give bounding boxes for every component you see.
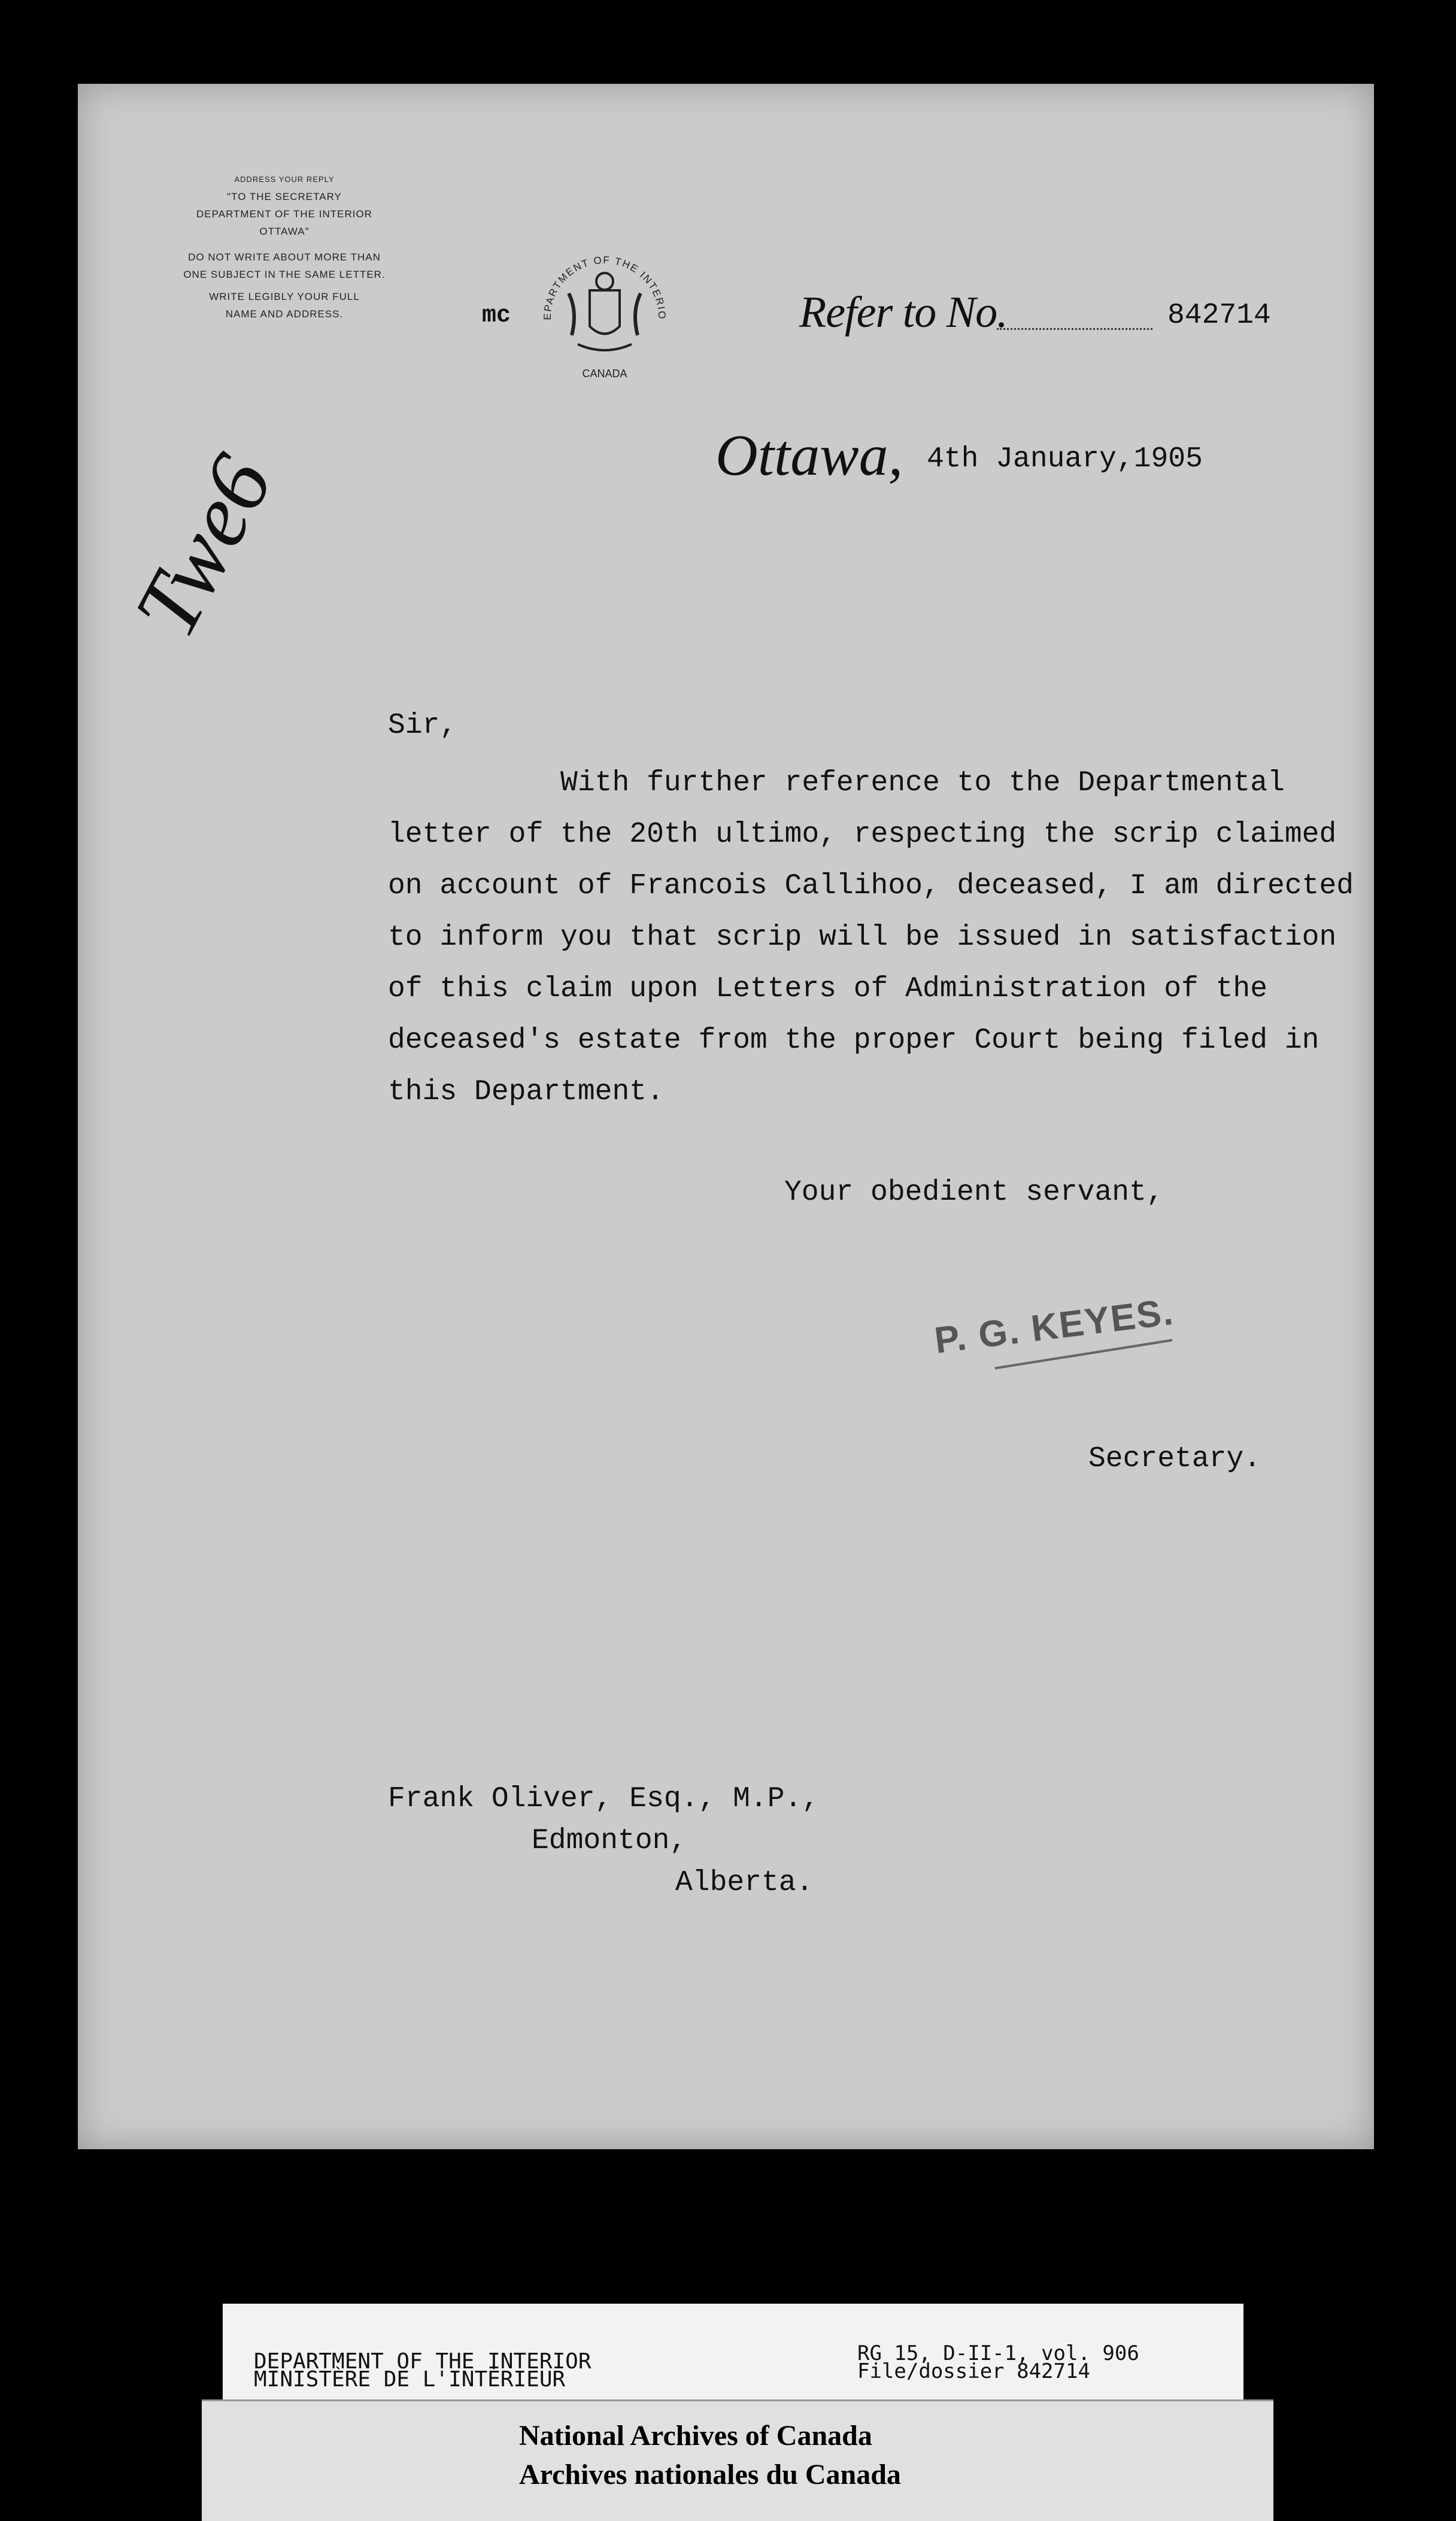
closing: Your obedient servant,	[784, 1176, 1164, 1209]
letter-body	[388, 757, 1354, 1118]
archive-reference	[857, 2341, 1139, 2383]
reply-line: "TO THE SECRETARY	[227, 191, 342, 202]
archives-english: National Archives of Canada	[519, 2420, 872, 2452]
file-dossier: File/dossier 842714	[857, 2359, 1090, 2383]
reply-line: ONE SUBJECT IN THE SAME LETTER.	[183, 269, 386, 280]
body-line: letter of the 20th ultimo, respecting the scrip claimed	[388, 818, 1337, 851]
margin-annotation: Twe6	[115, 439, 292, 653]
signatory-title: Secretary.	[1088, 1443, 1261, 1475]
archives-label	[202, 2399, 1273, 2521]
recipient-city: Edmonton,	[532, 1825, 687, 1857]
dept-english: DEPARTMENT OF THE INTERIOR	[254, 2349, 592, 2374]
salutation: Sir,	[388, 709, 457, 742]
body-line: of this claim upon Letters of Administration of the	[388, 973, 1268, 1005]
archives-french: Archives nationales du Canada	[519, 2459, 901, 2490]
letter-date: 4th January,1905	[927, 443, 1203, 475]
department-crest-icon	[527, 239, 682, 395]
refer-to-label: Refer to No.	[799, 288, 1008, 337]
crest-bottom-text: CANADA	[582, 368, 627, 380]
reply-instructions	[141, 171, 428, 323]
signature-stamp: P. G. KEYES.	[932, 1291, 1176, 1362]
reply-line: DEPARTMENT OF THE INTERIOR	[196, 208, 372, 220]
body-line: With further reference to the Departmental	[388, 767, 1285, 799]
body-line: this Department.	[388, 1076, 664, 1108]
crest-top-text: EPARTMENT OF THE INTERIO	[541, 254, 668, 320]
record-group: RG 15, D-II-1, vol. 906	[857, 2341, 1139, 2365]
file-number: 842714	[1167, 299, 1271, 332]
reply-line: NAME AND ADDRESS.	[225, 308, 344, 320]
body-line: to inform you that scrip will be issued in satisfaction	[388, 921, 1337, 954]
clerk-initials: mc	[482, 302, 511, 329]
body-line: deceased's estate from the proper Court being filed in	[388, 1024, 1320, 1057]
recipient-name: Frank Oliver, Esq., M.P.,	[388, 1783, 820, 1815]
reply-line: OTTAWA"	[259, 226, 310, 237]
place-heading: Ottawa,	[715, 423, 903, 488]
dept-french: MINISTÈRE DE L'INTÉRIEUR	[254, 2367, 566, 2392]
reply-line: DO NOT WRITE ABOUT MORE THAN	[188, 251, 381, 263]
body-line: on account of Francois Callihoo, deceased, I am directed	[388, 870, 1354, 902]
reply-line: ADDRESS YOUR REPLY	[234, 175, 335, 184]
refer-rule	[997, 328, 1152, 330]
department-names	[254, 2349, 592, 2392]
recipient-province: Alberta.	[675, 1867, 814, 1899]
reply-line: WRITE LEGIBLY YOUR FULL	[209, 291, 360, 302]
